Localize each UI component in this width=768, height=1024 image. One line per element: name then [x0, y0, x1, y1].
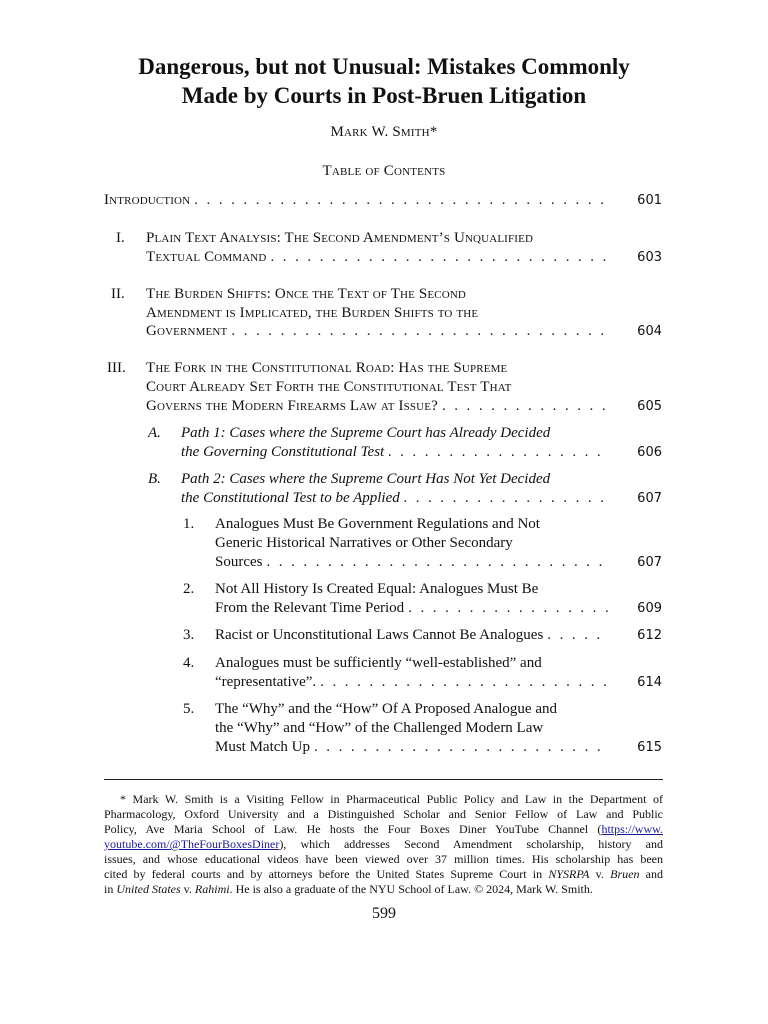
dot-leader [442, 397, 609, 416]
author-footnote [104, 792, 663, 897]
footnote-line: issues, and whose educational videos have been viewed over 37 million times. His scholarship has been [104, 852, 663, 866]
toc-number: A. [148, 425, 161, 441]
toc-line: The “Why” and the “How” Of A Proposed Analogue and [215, 701, 557, 717]
toc-line: Racist or Unconstitutional Laws Cannot Be Analogues [215, 627, 544, 643]
dot-leader [404, 489, 609, 508]
toc-number: I. [116, 230, 125, 246]
toc-line: Government [146, 323, 228, 339]
toc-page-number: 609 [637, 601, 662, 616]
dot-leader [320, 673, 609, 692]
toc-page-number: 607 [637, 555, 662, 570]
toc-line: The Fork in the Constitutional Road: Has the Supreme [146, 360, 508, 376]
toc-line: the Governing Constitutional Test [181, 444, 385, 460]
dot-leader [388, 443, 609, 462]
dot-leader [408, 599, 609, 618]
toc-page-number: 605 [637, 399, 662, 414]
toc-line: Court Already Set Forth the Constitutional Test That [146, 379, 512, 395]
footnote-divider [104, 779, 663, 780]
dot-leader [547, 626, 609, 645]
dot-leader [271, 248, 610, 267]
toc-number: 5. [183, 701, 195, 717]
author-name: Mark W. Smith* [330, 124, 438, 140]
case-name: Bruen [610, 867, 640, 881]
toc-line: Not All History Is Created Equal: Analogues Must Be [215, 581, 539, 597]
dot-leader [267, 553, 610, 572]
article-title [80, 52, 688, 110]
footnote-line [104, 867, 663, 882]
title-line-1: Dangerous, but not Unusual: Mistakes Commonly [138, 54, 630, 79]
toc-line: Must Match Up [215, 739, 310, 755]
toc-page-number: 612 [637, 628, 662, 643]
toc-line: Analogues must be sufficiently “well-established” and [215, 655, 542, 671]
toc-line: Analogues Must Be Government Regulations and Not [215, 516, 540, 532]
toc-line: the Constitutional Test to be Applied [181, 490, 400, 506]
footnote-line [104, 822, 663, 837]
toc-number: 1. [183, 516, 195, 532]
title-line-2: Made by Courts in Post-Bruen Litigation [181, 83, 587, 108]
toc-number: 2. [183, 581, 195, 597]
toc-line: Introduction [104, 192, 191, 208]
footnote-text: ), which addresses Second Amendment scholarship, history and [279, 837, 663, 851]
toc-line: Path 2: Cases where the Supreme Court Has Not Yet Decided [181, 471, 551, 487]
toc-line: the “Why” and “How” of the Challenged Modern Law [215, 720, 544, 736]
toc-page-number: 601 [637, 193, 662, 208]
youtube-link[interactable]: https://www. [601, 822, 663, 836]
case-name: Rahimi [194, 882, 230, 896]
youtube-link-continued[interactable]: youtube.com/@TheFourBoxesDiner [104, 837, 280, 851]
footnote-text: v. [180, 882, 195, 896]
toc-line: Sources [215, 554, 263, 570]
footnote-line [104, 837, 663, 852]
toc-page-number: 615 [637, 740, 662, 755]
dot-leader [314, 738, 609, 757]
toc-number: 3. [183, 627, 195, 643]
footnote-text: . He is also a graduate of the NYU School of Law. © 2024, Mark W. Smith. [229, 882, 593, 896]
toc-line: Plain Text Analysis: The Second Amendment’s Unqualified [146, 230, 534, 246]
toc-page-number: 606 [637, 445, 662, 460]
toc-page-number: 614 [637, 675, 662, 690]
toc-line: Textual Command [146, 249, 267, 265]
case-name: United States [116, 882, 181, 896]
toc-line: Path 1: Cases where the Supreme Court has Already Decided [181, 425, 551, 441]
toc-number: 4. [183, 655, 195, 671]
dot-leader [231, 322, 609, 341]
footnote-line: Pharmacology, Oxford University and a Distinguished Scholar and Senior Fellow of Law and Public [104, 807, 663, 821]
footnote-line: * Mark W. Smith is a Visiting Fellow in Pharmaceutical Public Policy and Law in the Department of [120, 792, 663, 806]
toc-line: Amendment is Implicated, the Burden Shifts to the [146, 305, 479, 321]
toc-page-number: 603 [637, 250, 662, 265]
case-name: NYSRPA [548, 867, 590, 881]
toc-heading: Table of Contents [322, 163, 446, 179]
footnote-text: Policy, Ave Maria School of Law. He hosts the Four Boxes Diner YouTube Channel ( [104, 822, 602, 836]
footnote-text: v. [589, 867, 611, 881]
toc-number: B. [148, 471, 161, 487]
toc-line: Governs the Modern Firearms Law at Issue? [146, 398, 438, 414]
toc-line: From the Relevant Time Period [215, 600, 405, 616]
footnote-text: and [639, 867, 664, 881]
toc-number: II. [111, 286, 125, 302]
footnote-line [104, 882, 663, 897]
toc-page-number: 604 [637, 324, 662, 339]
toc-line: “representative”. [215, 674, 317, 690]
toc-number: III. [107, 360, 126, 376]
footnote-text: in [104, 882, 117, 896]
toc-line: The Burden Shifts: Once the Text of The Second [146, 286, 467, 302]
footnote-text: cited by federal courts and by attorneys before the United States Supreme Court in [104, 867, 549, 881]
page-number: 599 [372, 905, 396, 922]
toc-page-number: 607 [637, 491, 662, 506]
dot-leader [194, 191, 609, 210]
toc-line: Generic Historical Narratives or Other Secondary [215, 535, 513, 551]
